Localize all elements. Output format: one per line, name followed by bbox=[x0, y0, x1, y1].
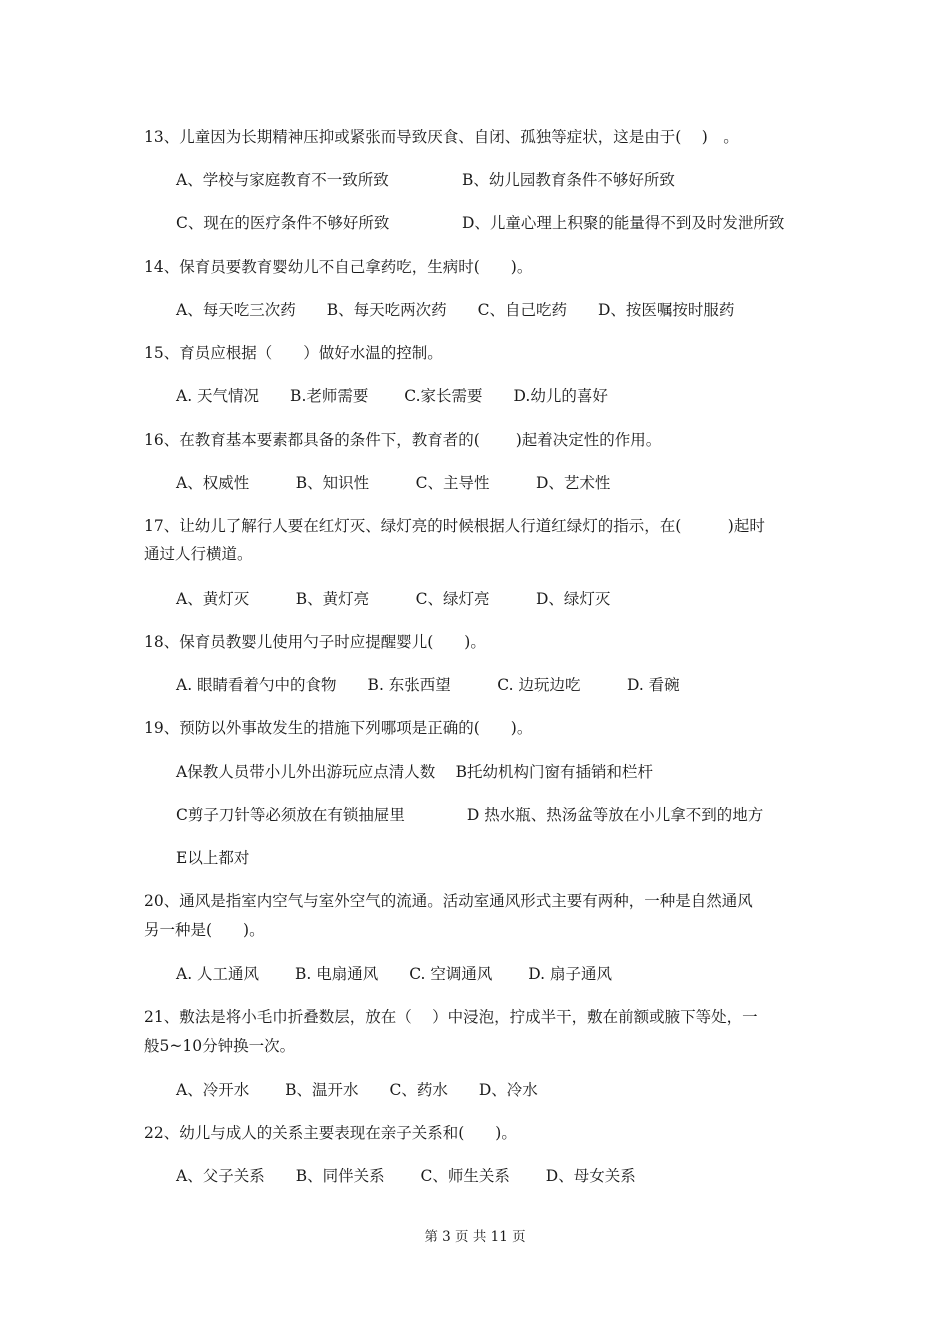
question-17-stem-line1: 17、让幼儿了解行人要在红灯灭、绿灯亮的时候根据人行道红绿灯的指示，在( )起时 bbox=[144, 517, 765, 535]
question-21-stem-line2: 般5~10分钟换一次。 bbox=[144, 1037, 296, 1055]
question-19-stem: 19、预防以外事故发生的措施下列哪项是正确的( )。 bbox=[144, 719, 533, 737]
question-13-option-a: A、学校与家庭教育不一致所致 bbox=[176, 171, 389, 189]
question-19-options-row1: A保教人员带小儿外出游玩应点清人数 B托幼机构门窗有插销和栏杆 bbox=[176, 763, 654, 781]
question-19-options-row2: C剪子刀针等必须放在有锁抽屉里 D 热水瓶、热汤盆等放在小儿拿不到的地方 bbox=[176, 806, 764, 824]
question-13-option-c: C、现在的医疗条件不够好所致 bbox=[176, 214, 390, 232]
question-13-option-b: B、幼儿园教育条件不够好所致 bbox=[462, 171, 675, 189]
question-16-stem: 16、在教育基本要素都具备的条件下，教育者的( )起着决定性的作用。 bbox=[144, 431, 662, 449]
question-14-stem: 14、保育员要教育婴幼儿不自己拿药吃，生病时( )。 bbox=[144, 258, 533, 276]
question-20-stem-line1: 20、通风是指室内空气与室外空气的流通。活动室通风形式主要有两种，一种是自然通风 bbox=[144, 892, 753, 910]
question-17-options: A、黄灯灭 B、黄灯亮 C、绿灯亮 D、绿灯灭 bbox=[176, 590, 611, 608]
question-15-stem: 15、育员应根据（ ）做好水温的控制。 bbox=[144, 344, 443, 362]
question-17-stem-line2: 通过人行横道。 bbox=[144, 545, 253, 563]
question-13-option-d: D、儿童心理上积聚的能量得不到及时发泄所致 bbox=[462, 214, 785, 232]
question-22-stem: 22、幼儿与成人的关系主要表现在亲子关系和( )。 bbox=[144, 1124, 517, 1142]
question-19-option-e: E以上都对 bbox=[176, 849, 250, 867]
question-21-options: A、冷开水 B、温开水 C、药水 D、冷水 bbox=[176, 1081, 538, 1099]
question-18-options: A. 眼睛看着勺中的食物 B. 东张西望 C. 边玩边吃 D. 看碗 bbox=[176, 676, 680, 694]
question-13-stem: 13、儿童因为长期精神压抑或紧张而导致厌食、自闭、孤独等症状，这是由于( ) 。 bbox=[144, 128, 739, 146]
question-20-options: A. 人工通风 B. 电扇通风 C. 空调通风 D. 扇子通风 bbox=[176, 965, 613, 983]
question-18-stem: 18、保育员教婴儿使用勺子时应提醒婴儿( )。 bbox=[144, 633, 486, 651]
question-15-options: A. 天气情况 B.老师需要 C.家长需要 D.幼儿的喜好 bbox=[176, 387, 608, 405]
question-21-stem-line1: 21、敷法是将小毛巾折叠数层，放在（ ）中浸泡，拧成半干，敷在前额或腋下等处，一 bbox=[144, 1008, 758, 1026]
question-14-options: A、每天吃三次药 B、每天吃两次药 C、自己吃药 D、按医嘱按时服药 bbox=[176, 301, 735, 319]
page-footer: 第 3 页 共 11 页 bbox=[424, 1229, 526, 1245]
question-20-stem-line2: 另一种是( )。 bbox=[144, 921, 265, 939]
question-22-options: A、父子关系 B、同伴关系 C、师生关系 D、母女关系 bbox=[176, 1167, 636, 1185]
question-16-options: A、权威性 B、知识性 C、主导性 D、艺术性 bbox=[176, 474, 611, 492]
